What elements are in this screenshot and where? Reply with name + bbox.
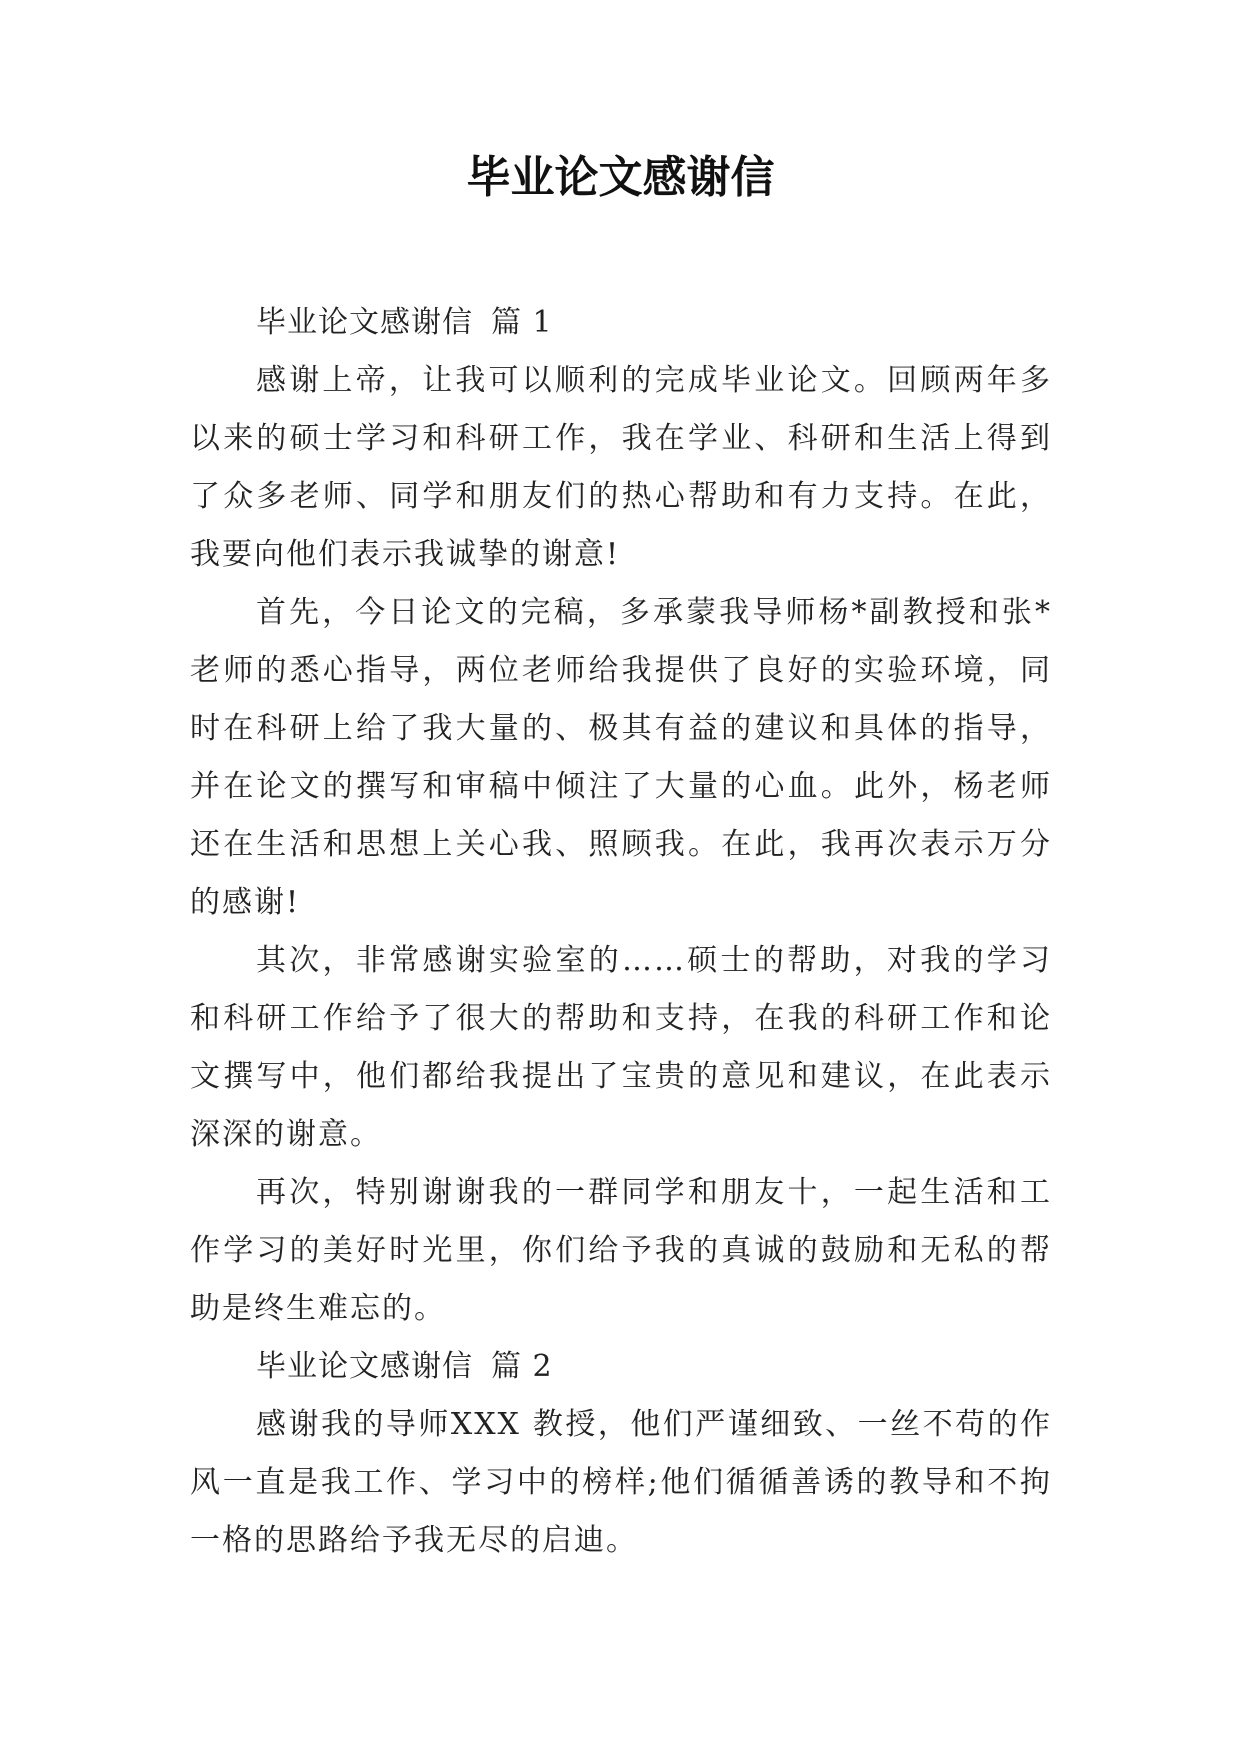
section-heading-text: 毕业论文感谢信 <box>256 1349 473 1384</box>
section-heading-number: 篇 2 <box>491 1349 553 1384</box>
paragraph: 感谢我的导师XXX 教授，他们严谨细致、一丝不苟的作风一直是我工作、学习中的榜样;他们循循善诱的教导和不拘一格的思路给予我无尽的启迪。 <box>190 1407 1052 1558</box>
paragraph: 其次，非常感谢实验室的……硕士的帮助，对我的学习和科研工作给予了很大的帮助和支持，在我的科研工作和论文撰写中，他们都给我提出了宝贵的意见和建议，在此表示深深的谢意。 <box>190 943 1052 1152</box>
document-body <box>190 294 1052 1570</box>
document-title: 毕业论文感谢信 <box>466 152 775 203</box>
section-heading-1 <box>190 294 1052 352</box>
section-heading-number: 篇 1 <box>491 305 553 340</box>
section-heading-2 <box>190 1338 1052 1396</box>
paragraph: 首先，今日论文的完稿，多承蒙我导师杨*副教授和张*老师的悉心指导，两位老师给我提供了良好的实验环境，同时在科研上给了我大量的、极其有益的建议和具体的指导，并在论文的撰写和审稿中倾注了大量的心血。此外，杨老师还在生活和思想上关心我、照顾我。在此，我再次表示万分的感谢! <box>190 595 1052 920</box>
section-heading-text: 毕业论文感谢信 <box>256 305 473 340</box>
paragraph: 感谢上帝，让我可以顺利的完成毕业论文。回顾两年多以来的硕士学习和科研工作，我在学业、科研和生活上得到了众多老师、同学和朋友们的热心帮助和有力支持。在此，我要向他们表示我诚挚的谢意! <box>190 363 1052 572</box>
paragraph: 再次，特别谢谢我的一群同学和朋友十，一起生活和工作学习的美好时光里，你们给予我的真诚的鼓励和无私的帮助是终生难忘的。 <box>190 1175 1052 1326</box>
